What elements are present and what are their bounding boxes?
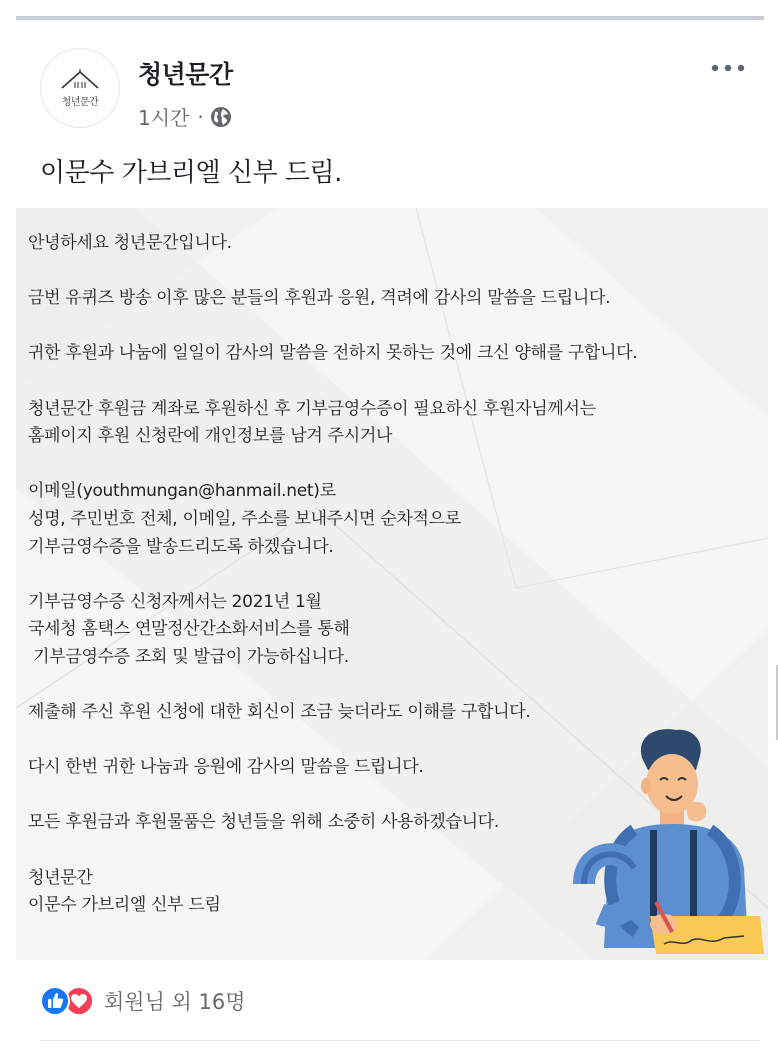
letter-paragraph: 기부금영수증 신청자께서는 2021년 1월 국세청 홈택스 연말정산간소화서비스를 통해 기부금영수증 조회 및 발급이 가능하십니다. [28,591,350,667]
globe-icon [210,106,232,128]
meta-separator: · [197,104,204,129]
letter-paragraph: 다시 한번 귀한 나눔과 응원에 감사의 말씀을 드립니다. [28,757,424,778]
letter-image[interactable] [16,208,768,960]
post-time[interactable]: 1시간 [138,106,190,130]
writing-man-illustration [564,718,764,958]
more-options-icon[interactable] [708,60,748,76]
post-meta [138,102,232,131]
house-roof-icon [60,68,100,90]
post-text: 이문수 가브리엘 신부 드림. [40,158,342,188]
letter-paragraph: 안녕하세요 청년문간입니다. [28,233,232,253]
like-icon [40,986,70,1016]
reaction-count: 회원님 외 16명 [104,990,246,1014]
letter-paragraph: 청년문간 후원금 계좌로 후원하신 후 기부금영수증이 필요하신 후원자님께서는 홈페이지 후원 신청란에 개인정보를 남겨 주시거나 [28,398,596,447]
letter-body [28,230,637,920]
avatar-text: 청년문간 [61,97,99,108]
page-avatar[interactable] [40,48,120,128]
letter-signature: 청년문간 이문수 가브리엘 신부 드림 [28,867,221,916]
letter-paragraph: 이메일(youthmungan@hanmail.net)로 성명, 주민번호 전체, 이메일, 주소를 보내주시면 순차적으로 기부금영수증을 발송드리도록 하겠습니다. [28,481,461,557]
letter-paragraph: 귀한 후원과 나눔에 일일이 감사의 말씀을 전하지 못하는 것에 크신 양해를 구합니다. [28,343,638,364]
letter-paragraph: 제출해 주신 후원 신청에 대한 회신이 조금 늦더라도 이해를 구합니다. [28,702,531,723]
reactions-bar[interactable] [40,986,246,1016]
letter-paragraph: 금번 유퀴즈 방송 이후 많은 분들의 후원과 응원, 격려에 감사의 말씀을 드립니다. [28,288,611,309]
letter-paragraph: 모든 후원금과 후원물품은 청년들을 위해 소중히 사용하겠습니다. [28,812,500,833]
top-divider [16,16,764,20]
page-name[interactable]: 청년문간 [138,60,233,89]
bottom-divider [40,1040,760,1041]
